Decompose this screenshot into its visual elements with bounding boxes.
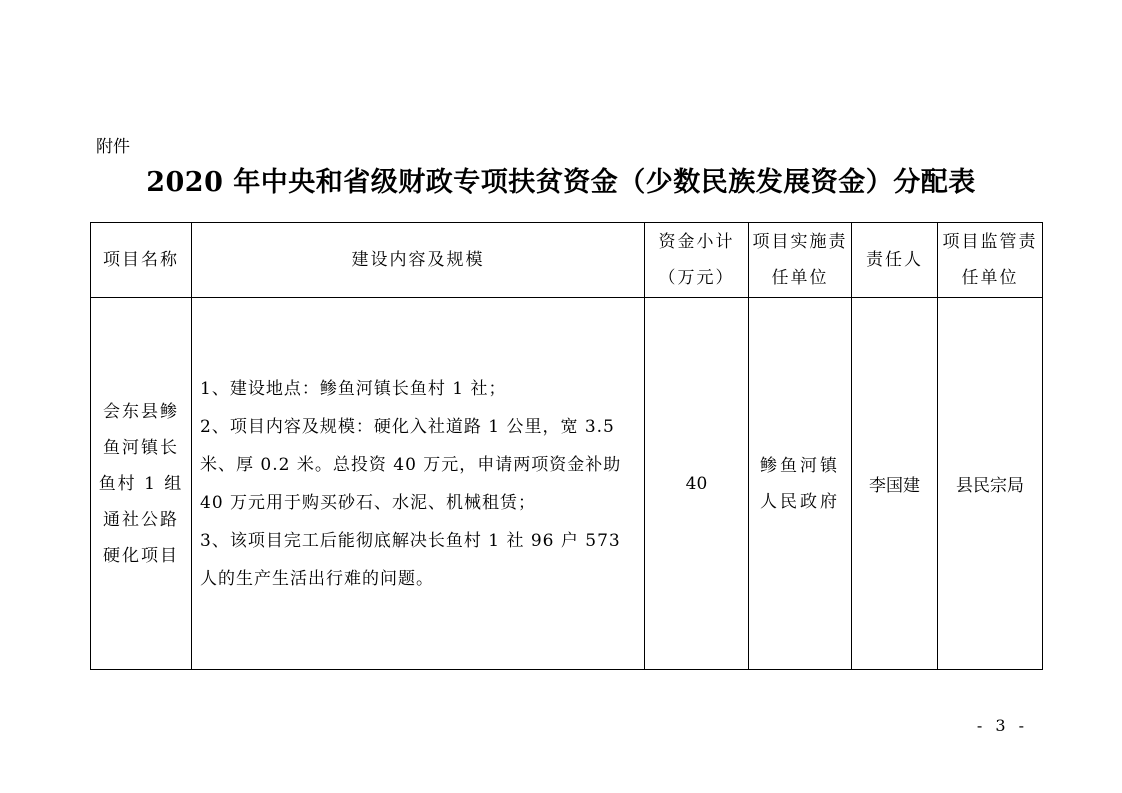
attachment-label: 附件 <box>96 137 130 157</box>
document-title: 2020 年中央和省级财政专项扶贫资金（少数民族发展资金）分配表 <box>146 167 976 198</box>
cell-funds: 40 <box>645 298 749 670</box>
header-responsible: 责任人 <box>852 223 938 298</box>
cell-impl-unit: 鲹鱼河镇人民政府 <box>749 298 852 670</box>
allocation-table <box>90 222 1043 670</box>
table-header-row <box>91 223 1043 298</box>
header-supervise-unit: 项目监管责任单位 <box>938 223 1043 298</box>
header-funds: 资金小计（万元） <box>645 223 749 298</box>
header-content: 建设内容及规模 <box>192 223 645 298</box>
cell-project-name: 会东县鲹鱼河镇长鱼村 1 组通社公路硬化项目 <box>91 298 192 670</box>
header-project-name: 项目名称 <box>91 223 192 298</box>
cell-responsible: 李国建 <box>852 298 938 670</box>
content-line: 2、项目内容及规模：硬化入社道路 1 公里，宽 3.5 米、厚 0.2 米。总投资 40 万元，申请两项资金补助 40 万元用于购买砂石、水泥、机械租赁； <box>200 416 622 513</box>
page-number: - 3 - <box>976 716 1028 735</box>
content-line: 1、建设地点：鲹鱼河镇长鱼村 1 社； <box>200 378 507 399</box>
header-impl-unit: 项目实施责任单位 <box>749 223 852 298</box>
cell-content <box>192 298 645 670</box>
cell-supervise-unit: 县民宗局 <box>938 298 1043 670</box>
content-line: 3、该项目完工后能彻底解决长鱼村 1 社 96 户 573 人的生产生活出行难的问题。 <box>200 530 621 589</box>
table-row <box>91 298 1043 670</box>
